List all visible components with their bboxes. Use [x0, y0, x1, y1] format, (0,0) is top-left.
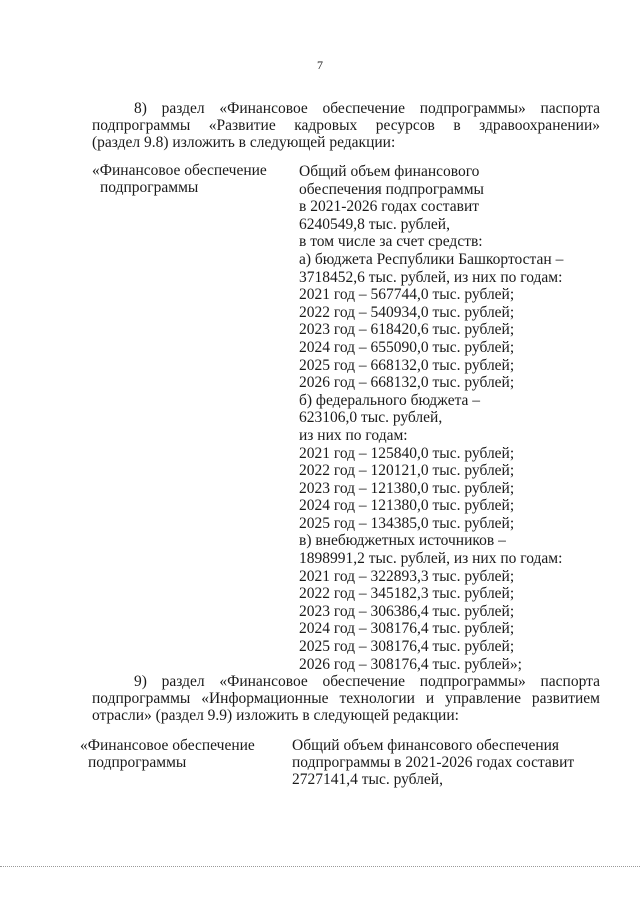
funding-line: 2022 год – 345182,3 тыс. рублей;	[299, 585, 515, 603]
section-8-intro-line: 8) раздел «Финансовое обеспечение подпрограммы» паспорта	[134, 100, 600, 117]
section-8-label-line: подпрограммы	[100, 179, 199, 196]
section-8-label	[92, 162, 282, 196]
funding-line: 2021 год – 567744,0 тыс. рублей;	[299, 286, 515, 304]
section-9-label	[80, 737, 280, 771]
funding-line: в) внебюджетных источников –	[299, 532, 506, 550]
funding-line: 1898991,2 тыс. рублей, из них по годам:	[299, 550, 563, 568]
funding-line: 2026 год – 668132,0 тыс. рублей;	[299, 374, 515, 392]
funding-line: обеспечения подпрограммы	[299, 180, 484, 198]
funding-line: 2023 год – 121380,0 тыс. рублей;	[299, 479, 515, 497]
funding-line: 6240549,8 тыс. рублей,	[299, 215, 450, 233]
section-9-intro	[92, 673, 600, 724]
funding-line: в том числе за счет средств:	[299, 233, 483, 251]
section-9-funding-content	[292, 737, 602, 788]
funding-line: 2022 год – 120121,0 тыс. рублей;	[299, 462, 515, 480]
funding-line: 2023 год – 306386,4 тыс. рублей;	[299, 602, 515, 620]
section-9-label-line: подпрограммы	[88, 754, 187, 771]
section-9-intro-line: 9) раздел «Финансовое обеспечение подпрограммы» паспорта	[134, 673, 600, 690]
funding-line: 2023 год – 618420,6 тыс. рублей;	[299, 321, 515, 339]
funding-line: 2024 год – 121380,0 тыс. рублей;	[299, 497, 515, 515]
funding-line: 2021 год – 125840,0 тыс. рублей;	[299, 444, 515, 462]
section-9-intro-line: отрасли» (раздел 9.9) изложить в следующей редакции:	[92, 707, 459, 724]
funding-line: 623106,0 тыс. рублей,	[299, 409, 443, 427]
funding-line: б) федерального бюджета –	[299, 391, 481, 409]
funding-line: подпрограммы в 2021-2026 годах составит	[292, 754, 575, 771]
funding-line: 2025 год – 134385,0 тыс. рублей;	[299, 514, 515, 532]
funding-line: Общий объем финансового	[299, 163, 480, 180]
section-8-intro	[92, 100, 600, 151]
funding-line: 2024 год – 308176,4 тыс. рублей;	[299, 620, 515, 638]
section-9-label-line: «Финансовое обеспечение	[80, 737, 255, 754]
footer-divider	[0, 866, 640, 867]
funding-line: 2021 год – 322893,3 тыс. рублей;	[299, 567, 515, 585]
funding-line: 2025 год – 308176,4 тыс. рублей;	[299, 638, 515, 656]
section-8-intro-line: подпрограммы «Развитие кадровых ресурсов в здравоохранении»	[92, 117, 600, 134]
funding-line: 2025 год – 668132,0 тыс. рублей;	[299, 356, 515, 374]
funding-line: 2727141,4 тыс. рублей,	[292, 771, 443, 788]
funding-line: а) бюджета Республики Башкортостан –	[299, 250, 564, 268]
funding-line: 2022 год – 540934,0 тыс. рублей;	[299, 303, 515, 321]
section-8-intro-line: (раздел 9.8) изложить в следующей редакции:	[92, 134, 396, 151]
section-8-label-line: «Финансовое обеспечение	[92, 162, 267, 179]
funding-line: 3718452,6 тыс. рублей, из них по годам:	[299, 268, 563, 286]
funding-line: из них по годам:	[299, 426, 408, 444]
page-number: 7	[317, 58, 323, 72]
funding-line: в 2021-2026 годах составит	[299, 198, 480, 216]
funding-line: 2026 год – 308176,4 тыс. рублей»;	[299, 655, 522, 673]
section-8-funding-content	[299, 163, 599, 673]
funding-line: Общий объем финансового обеспечения	[292, 737, 560, 754]
funding-line: 2024 год – 655090,0 тыс. рублей;	[299, 338, 515, 356]
section-9-intro-line: подпрограммы «Информационные технологии и управление развитием	[92, 690, 600, 707]
